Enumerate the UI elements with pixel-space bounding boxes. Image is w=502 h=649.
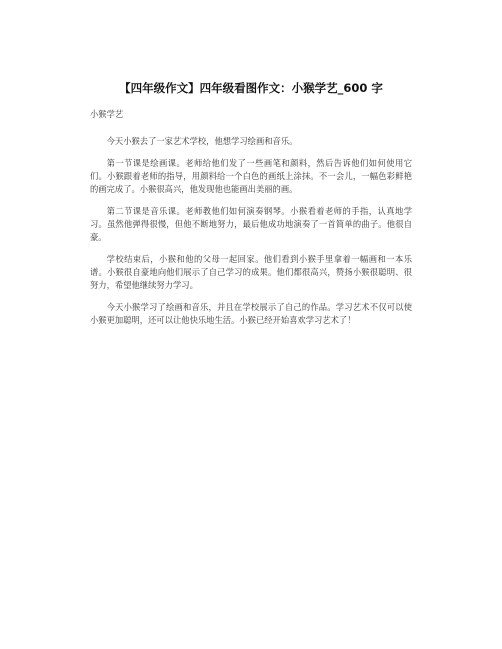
document-body: [90, 108, 412, 336]
paragraph-2: 第一节课是绘画课。老师给他们发了一些画笔和颜料，然后告诉他们如何使用它们。小猴跟着老师的指导，用颜料给一个白色的画纸上涂抹。不一会儿，一幅色彩鲜艳的画完成了。小猴很高兴，他发现他也能画出美丽的画。: [90, 158, 412, 194]
paragraph-3: 第二节课是音乐课。老师教他们如何演奏钢琴。小猴看着老师的手指，认真地学习。虽然他弹得很慢，但他不断地努力，最后他成功地演奏了一首简单的曲子。他很自豪。: [90, 206, 412, 242]
paragraph-1: 今天小猴去了一家艺术学校，他想学习绘画和音乐。: [106, 136, 298, 146]
essay-title: 小猴学艺: [90, 109, 124, 119]
paragraph-4: 学校结束后，小猴和他的父母一起回家。他们看到小猴手里拿着一幅画和一本乐谱。小猴很自豪地向他们展示了自己学习的成果。他们都很高兴，赞扬小猴很聪明、很努力，希望他继续努力学习。: [90, 254, 412, 290]
document-title: 【四年级作文】四年级看图作文：小猴学艺_600 字: [119, 81, 383, 95]
paragraph-5: 今天小猴学习了绘画和音乐，并且在学校展示了自己的作品。学习艺术不仅可以使小猴更加聪明，还可以让他快乐地生活。小猴已经开始喜欢学习艺术了！: [90, 302, 412, 325]
